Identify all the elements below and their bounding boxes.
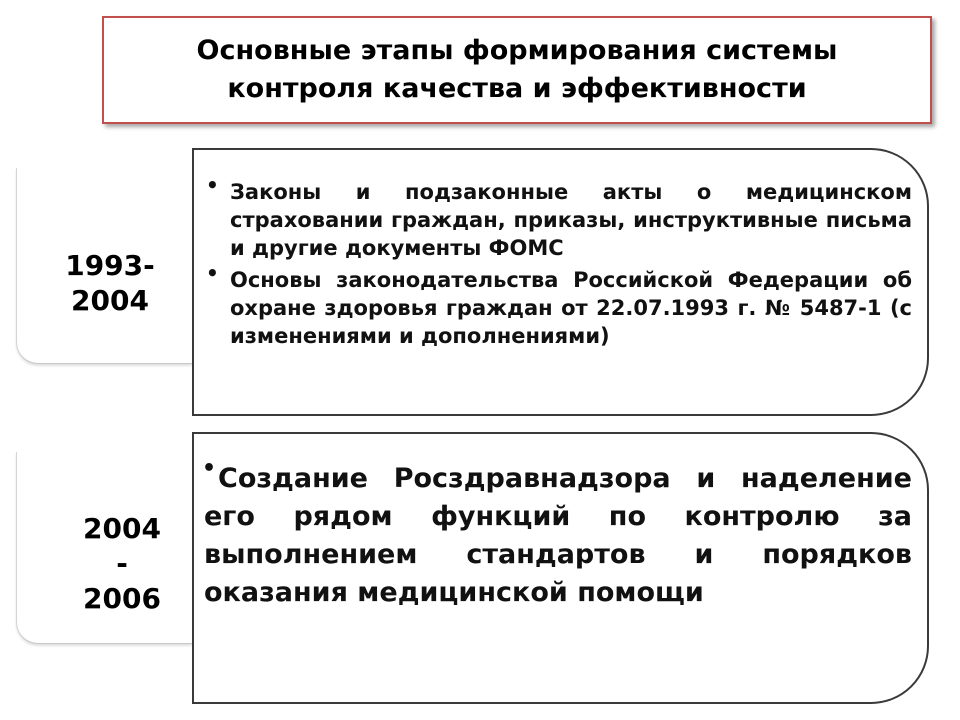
list-item: [206, 261, 912, 350]
page-title: [104, 32, 930, 108]
stage-content-box-2: [192, 432, 929, 704]
title-box: [102, 16, 932, 124]
list-item-text: Законы и подзаконные акты о медицинском страховании граждан, приказы, инструктивные письма и другие документы ФОМС: [230, 180, 912, 260]
bullet-icon: •: [206, 261, 219, 285]
period-label-2: 2004 - 2006: [83, 512, 161, 615]
period-label-1: 1993- 2004: [65, 249, 155, 317]
list-item: [206, 173, 912, 262]
stage-2-list: [202, 456, 912, 612]
title-line-1: Основные этапы формирования системы: [196, 35, 838, 66]
title-line-2: контроля качества и эффективности: [227, 73, 807, 104]
list-item-text: Создание Росздравнадзора и наделение его рядом функций по контролю за выполнением стандартов и порядков оказания медицинской помощи: [204, 463, 912, 608]
list-item-text: Основы законодательства Российской Федерации об охране здоровья граждан от 22.07.1993 г. № 5487-1 (с изменениями и дополнениями): [230, 268, 912, 348]
stage-1-list: [206, 173, 912, 354]
list-item: [202, 456, 912, 612]
stage-content-box-1: [192, 148, 929, 416]
bullet-icon: •: [202, 456, 217, 481]
bullet-icon: •: [206, 173, 219, 197]
